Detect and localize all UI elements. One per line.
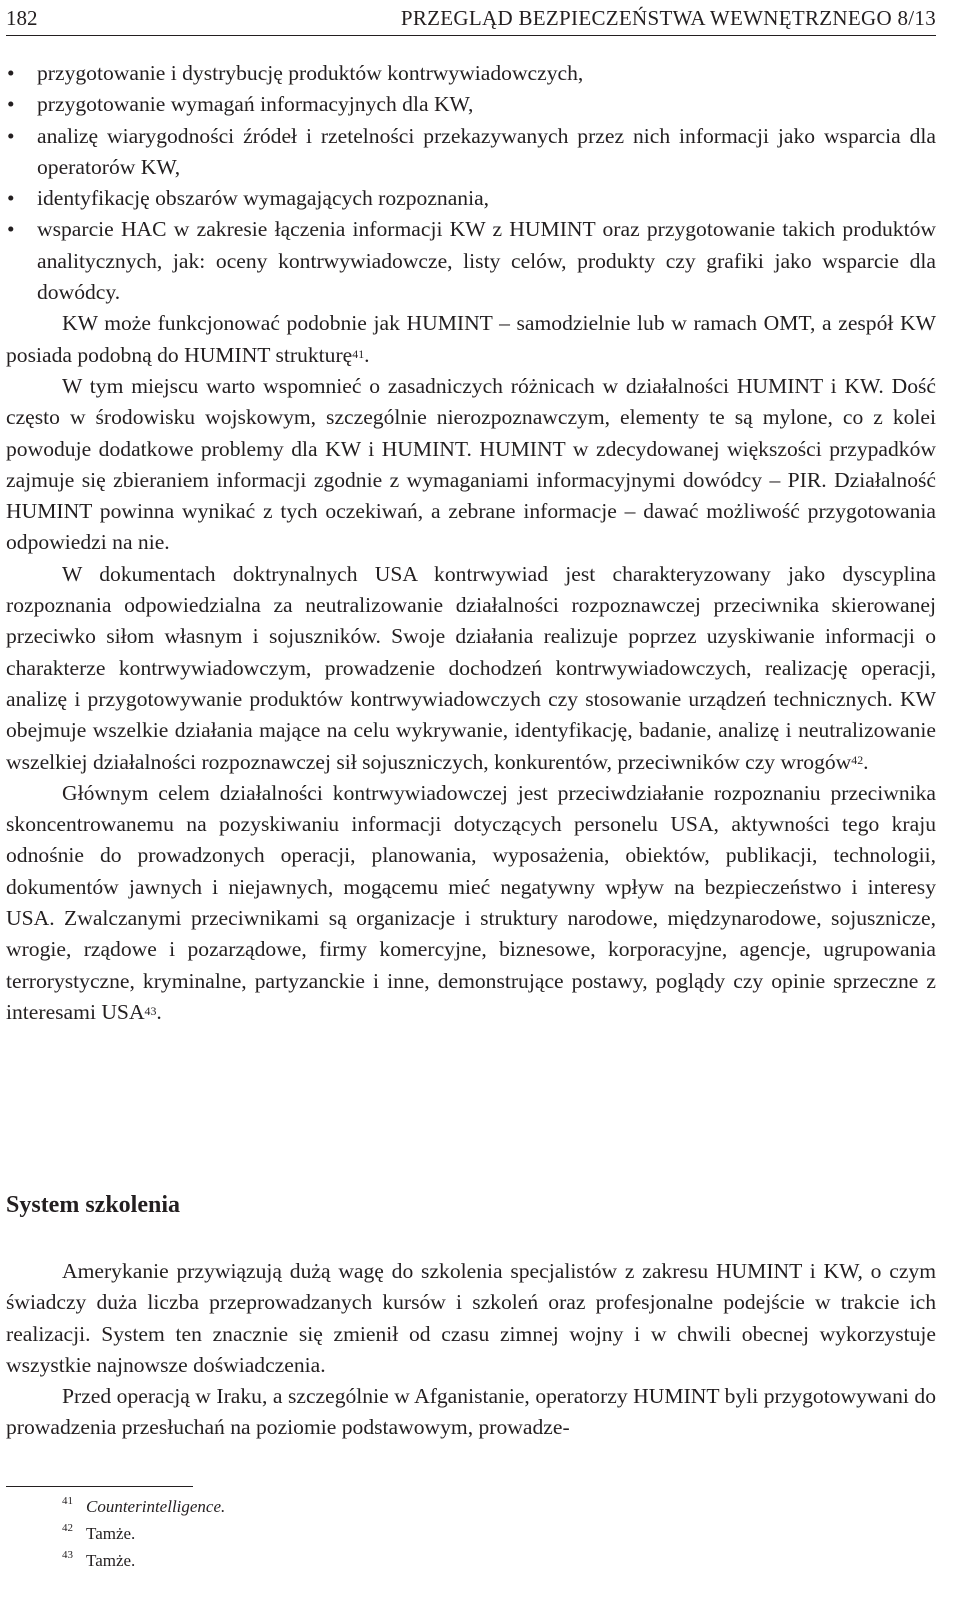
- paragraph: [6, 559, 936, 778]
- section-heading: System szkolenia: [6, 1192, 180, 1218]
- paragraph-text: Głównym celem działalności kontrwywiadowczej jest przeciwdziałanie rozpoznaniu przeciwnika skoncentrowanemu na pozyskiwaniu informacji dotyczących personelu USA, aktywności tego kraju odnośnie do prowadzonych operacji, planowania, wyposażenia, obiektów, publikacji, technologii, dokumentów jawnych i niejawnych, mogącemu mieć negatywny wpływ na bezpieczeństwo i interesy USA. Zwalczanymi przeciwnikami są organizacje i struktury narodowe, międzynarodowe, sojusznicze, wrogie, rządowe i pozarządowe, firmy komercyjne, biznesowe, korporacyjne, agencje, ugrupowania terrorystyczne, kryminalne, partyzanckie i inne, demonstrujące postawy, poglądy czy opinie sprzeczne z interesami USA: [6, 780, 936, 1024]
- footnote-text: Tamże.: [86, 1551, 136, 1570]
- page-number: 182: [6, 6, 38, 30]
- footnote-ref[interactable]: 43: [144, 1003, 157, 1018]
- list-item: • analizę wiarygodności źródeł i rzetelności przekazywanych przez nich informacji jako wsparcia dla operatorów KW,: [6, 121, 936, 184]
- footnote-number: 43: [62, 1549, 73, 1561]
- footnote-number: 42: [62, 1522, 73, 1534]
- footnote-ref[interactable]: 42: [851, 753, 864, 768]
- punctuation: .: [364, 342, 370, 367]
- paragraph: [6, 778, 936, 1028]
- footnote-rule: [6, 1486, 193, 1487]
- running-header: [6, 4, 936, 32]
- list-item: • wsparcie HAC w zakresie łączenia informacji KW z HUMINT oraz przygotowanie takich produktów analitycznych, jak: oceny kontrwywiadowcze, listy celów, produkty czy grafiki jako wsparcie dla dowódcy.: [6, 214, 936, 308]
- paragraph: Amerykanie przywiązują dużą wagę do szkolenia specjalistów z zakresu HUMINT i KW, o czym świadczy duża liczba przeprowadzanych kursów i szkoleń oraz profesjonalne podejście w trakcie ich realizacji. System ten znacznie się zmienił od czasu zimnej wojny i w chwili obecnej wykorzystuje wszystkie najnowsze doświadczenia.: [6, 1259, 936, 1377]
- list-item: • przygotowanie wymagań informacyjnych dla KW,: [6, 89, 936, 120]
- running-title: PRZEGLĄD BEZPIECZEŃSTWA WEWNĘTRZNEGO 8/13: [400, 6, 936, 30]
- list-item: • przygotowanie i dystrybucję produktów kontrwywiadowczych,: [6, 58, 936, 89]
- footnote-text: Tamże.: [86, 1524, 136, 1543]
- footnote-number: 41: [62, 1495, 73, 1507]
- punctuation: .: [863, 749, 869, 774]
- paragraph: [6, 308, 936, 371]
- paragraph-text: W dokumentach doktrynalnych USA kontrwywiad jest charakteryzowany jako dyscyplina rozpoznania odpowiedzialna za neutralizowanie działalności rozpoznawczej przeciwnika skierowanej przeciwko siłom własnym i sojuszników. Swoje działania realizuje poprzez uzyskiwanie informacji o charakterze kontrwywiadowczym, prowadzenie dochodzeń kontrwywiadowczych, realizację operacji, analizę i przygotowywanie produktów kontrwywiadowczych czy stosowanie urządzeń technicznych. KW obejmuje wszelkie działania mające na celu wykrywanie, identyfikację, badanie, analizę i neutralizowanie wszelkiej działalności rozpoznawczej sił sojuszniczych, konkurentów, przeciwników czy wrogów: [6, 561, 936, 774]
- paragraph: W tym miejscu warto wspomnieć o zasadniczych różnicach w działalności HUMINT i KW. Dość często w środowisku wojskowym, szczególnie nierozpoznawczym, elementy te są mylone, co z kolei powoduje dodatkowe problemy dla KW i HUMINT. HUMINT w zdecydowanej większości przypadków zajmuje się zbieraniem informacji zgodnie z wymaganiami informacyjnymi dowódcy – PIR. Działalność HUMINT powinna wynikać z tych oczekiwań, a zebrane informacje – dawać możliwość przygotowania odpowiedzi na nie.: [6, 373, 936, 555]
- paragraph-text: KW może funkcjonować podobnie jak HUMINT – samodzielnie lub w ramach OMT, a zespół KW posiada podobną do HUMINT strukturę: [6, 311, 936, 367]
- header-rule: [6, 35, 936, 36]
- paragraph: Przed operacją w Iraku, a szczególnie w Afganistanie, operatorzy HUMINT byli przygotowywani do prowadzenia przesłuchań na poziomie podstawowym, prowadze-: [6, 1384, 936, 1440]
- punctuation: .: [156, 999, 162, 1024]
- list-item: • identyfikację obszarów wymagających rozpoznania,: [6, 183, 936, 214]
- footnote-ref[interactable]: 41: [352, 346, 365, 361]
- bullet-list: [6, 58, 936, 308]
- section-text: [6, 1256, 936, 1444]
- main-text: [6, 58, 936, 1028]
- footnote-text: Counterintelligence.: [86, 1497, 226, 1516]
